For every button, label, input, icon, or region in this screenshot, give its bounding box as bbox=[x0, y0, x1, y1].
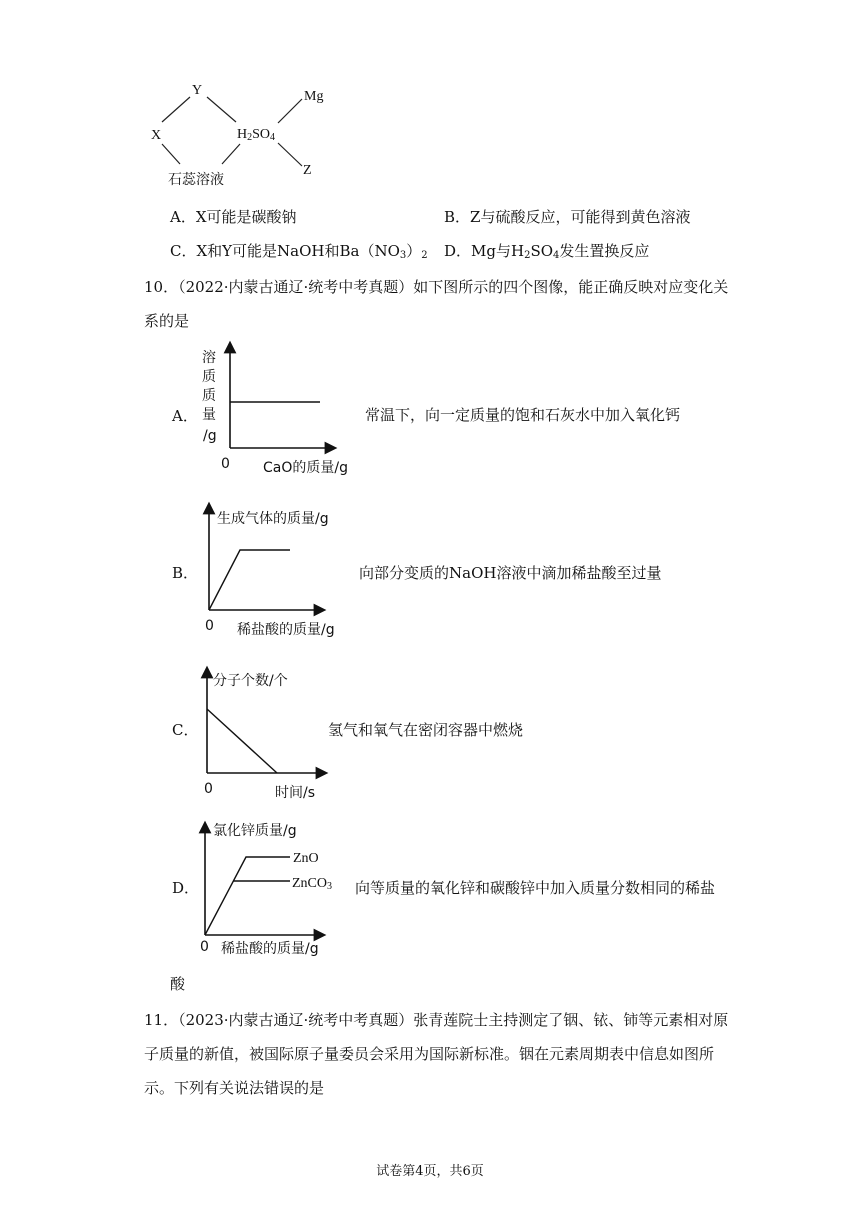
q9-option-a[interactable]: A．X可能是碳酸钠 bbox=[170, 208, 297, 226]
graph-d-xlabel: 稀盐酸的质量/g bbox=[221, 941, 319, 957]
q9-option-c-tail: ） bbox=[406, 242, 422, 260]
q10-option-d-label[interactable]: D． bbox=[172, 879, 200, 897]
q10-option-a-desc: 常温下，向一定质量的饱和石灰水中加入氧化钙 bbox=[365, 406, 681, 424]
graph-a-ylabel-5: /g bbox=[203, 428, 217, 444]
q9-option-d-tail: 发生置换反应 bbox=[559, 242, 650, 260]
q10-stem-line1: 10．（2022·内蒙古通辽·统考中考真题）如下图所示的四个图像，能正确反映对应变化关 bbox=[144, 278, 729, 296]
q10-stem-line2: 系的是 bbox=[144, 312, 190, 330]
q9-option-c-text: C．X和Y可能是NaOH和Ba（NO bbox=[170, 242, 400, 260]
page-footer: 试卷第4页，共6页 bbox=[376, 1164, 484, 1179]
q11-line3: 示。下列有关说法错误的是 bbox=[144, 1079, 325, 1097]
diagram-label-litmus: 石蕊溶液 bbox=[168, 172, 224, 188]
q10-option-c-label[interactable]: C． bbox=[172, 721, 199, 739]
q9-option-d-text: D．Mg与H bbox=[444, 242, 525, 260]
q10-option-c-desc: 氢气和氧气在密闭容器中燃烧 bbox=[328, 721, 524, 739]
q11-line1: 11．（2023·内蒙古通辽·统考中考真题）张青莲院士主持测定了铟、铱、铈等元素相对原 bbox=[144, 1011, 729, 1029]
diagram-label-x: X bbox=[151, 128, 162, 143]
graph-d-series-znco3: ZnCO3 bbox=[292, 876, 332, 892]
q10-option-d-desc: 向等质量的氧化锌和碳酸锌中加入质量分数相同的稀盐 bbox=[355, 879, 716, 897]
graph-a-origin: 0 bbox=[221, 456, 230, 472]
graph-d-series-zno: ZnO bbox=[293, 851, 319, 866]
q9-option-d-sub2: 4 bbox=[553, 250, 560, 261]
graph-a-ylabel-2: 质 bbox=[202, 369, 216, 385]
diagram-label-y: Y bbox=[192, 83, 203, 98]
diagram-label-h2so4: H2SO4 bbox=[237, 127, 276, 143]
graph-b-ylabel: 生成气体的质量/g bbox=[217, 511, 329, 527]
graph-b-origin: 0 bbox=[205, 618, 214, 634]
q10-option-a-label[interactable]: A． bbox=[172, 407, 198, 425]
graph-d-origin: 0 bbox=[200, 939, 209, 955]
graph-d-line-zno bbox=[205, 857, 290, 935]
graph-a-xlabel: CaO的质量/g bbox=[263, 460, 348, 476]
q9-option-d-sub: 2 bbox=[524, 250, 531, 261]
diagram-label-z: Z bbox=[303, 163, 312, 178]
graph-b-xlabel: 稀盐酸的质量/g bbox=[237, 622, 335, 638]
q11-line2: 子质量的新值，被国际原子量委员会采用为国际新标准。铟在元素周期表中信息如图所 bbox=[144, 1045, 715, 1063]
q9-option-d-mid: SO bbox=[530, 242, 554, 260]
graph-c-ylabel: 分子个数/个 bbox=[213, 673, 288, 689]
graph-d-ylabel: 氯化锌质量/g bbox=[213, 823, 297, 839]
graph-c-xlabel: 时间/s bbox=[275, 785, 316, 801]
graph-a-ylabel-3: 质 bbox=[202, 388, 216, 404]
graph-a-ylabel-4: 量 bbox=[202, 407, 216, 423]
q10-option-b-desc: 向部分变质的NaOH溶液中滴加稀盐酸至过量 bbox=[359, 564, 662, 582]
q9-option-c-sub: 3 bbox=[399, 250, 407, 261]
q9-option-c-sub2: 2 bbox=[421, 250, 428, 261]
q9-option-b[interactable]: B．Z与硫酸反应，可能得到黄色溶液 bbox=[444, 208, 691, 226]
q10-option-b-label[interactable]: B． bbox=[172, 564, 199, 582]
graph-a-ylabel-1: 溶 bbox=[202, 350, 216, 366]
graph-c-origin: 0 bbox=[204, 781, 213, 797]
q10-option-d-desc-cont: 酸 bbox=[170, 975, 186, 993]
diagram-label-mg: Mg bbox=[304, 89, 324, 104]
